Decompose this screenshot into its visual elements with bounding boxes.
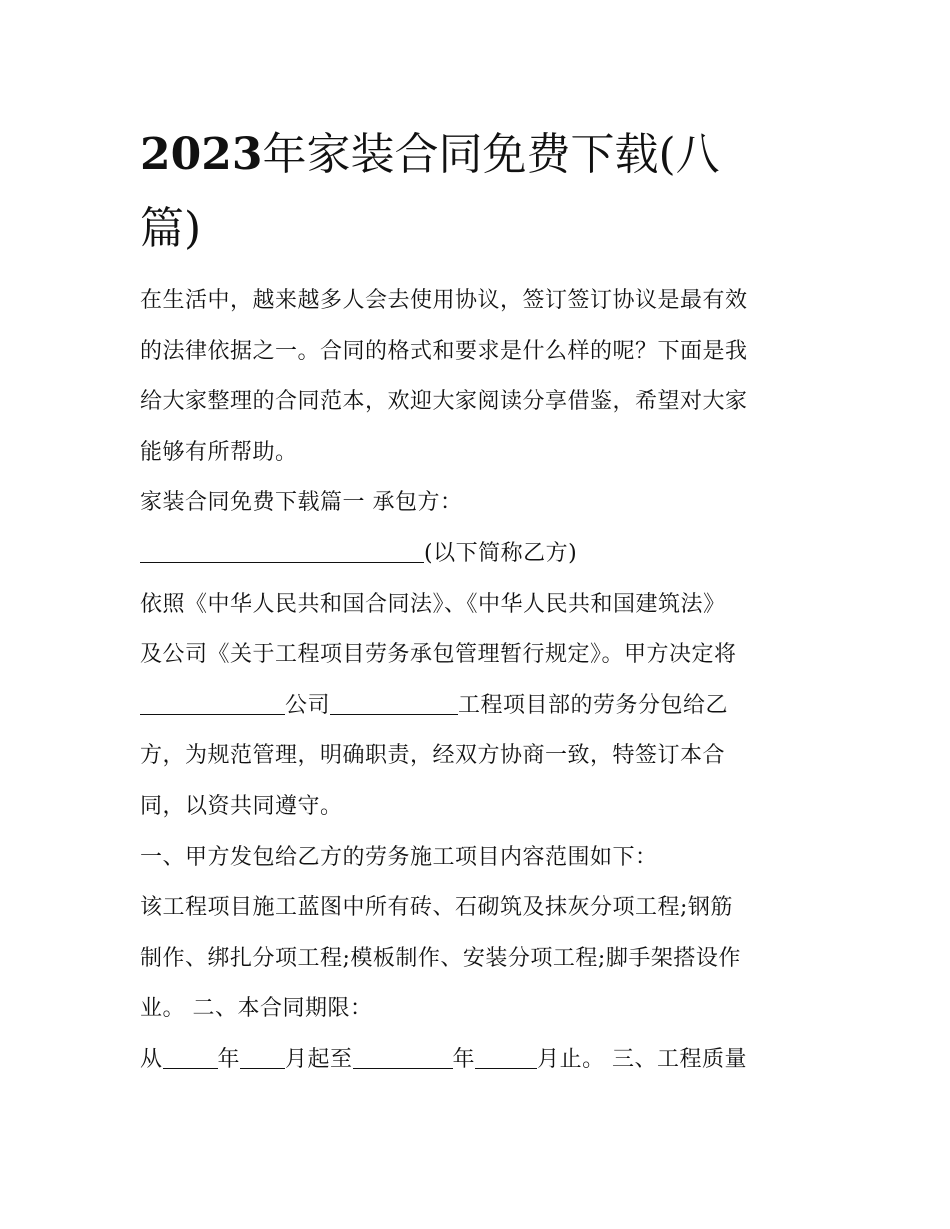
term-month-start: 月起至 [285, 1046, 353, 1072]
basis-line-4: 方，为规范管理，明确职责，经双方协商一致，特签订本合 [140, 743, 726, 769]
contractor-line [140, 529, 820, 580]
clause-1-heading: 一、甲方发包给乙方的劳务施工项目内容范围如下： [140, 844, 658, 870]
document-body [140, 276, 820, 1086]
intro-line-3: 给大家整理的合同范本，欢迎大家阅读分享借鉴，希望对大家 [140, 389, 748, 415]
title-line-1 [140, 118, 820, 192]
end-month-blank [475, 1046, 537, 1069]
company-label: 公司 [285, 692, 331, 718]
contractor-blank [140, 540, 424, 563]
clause-1-line-2: 制作、绑扎分项工程;模板制作、安装分项工程;脚手架搭设作 [140, 945, 741, 971]
title-text: 年家装合同免费下载(八 [262, 129, 720, 180]
clause-1-line-1: 该工程项目施工蓝图中所有砖、石砌筑及抹灰分项工程;钢筋 [140, 895, 733, 921]
start-year-blank [163, 1046, 218, 1069]
basis-line-3 [140, 681, 820, 732]
intro-line-1: 在生活中，越来越多人会去使用协议，签订签订协议是最有效 [140, 288, 748, 313]
intro-line-4: 能够有所帮助。 [140, 439, 298, 465]
term-month-end: 月止。 三、工程质量 [537, 1046, 748, 1072]
contractor-suffix: (以下简称乙方) [424, 540, 578, 566]
document-title [140, 118, 820, 266]
section-heading: 家装合同免费下载篇一 承包方： [140, 490, 463, 516]
company-blank [140, 692, 285, 715]
basis-line-5: 同，以资共同遵守。 [140, 793, 343, 819]
basis-line-1: 依照《中华人民共和国合同法》、《中华人民共和国建筑法》 [140, 591, 726, 617]
project-blank [330, 692, 458, 715]
term-year-2: 年 [452, 1046, 476, 1072]
start-month-blank [240, 1046, 285, 1069]
title-line-2: 篇) [140, 203, 202, 254]
clause-1-line-3: 业。 二、本合同期限： [140, 996, 373, 1022]
title-year: 2023 [140, 129, 263, 180]
intro-line-2: 的法律依据之一。合同的格式和要求是什么样的呢？下面是我 [140, 338, 748, 364]
basis-line-2: 及公司《关于工程项目劳务承包管理暂行规定》。甲方决定将 [140, 642, 737, 668]
term-prefix: 从 [140, 1046, 163, 1072]
term-line [140, 1035, 820, 1086]
end-year-blank [353, 1046, 453, 1069]
term-year-1: 年 [217, 1046, 241, 1072]
basis-line-3-text: 工程项目部的劳务分包给乙 [458, 692, 729, 718]
